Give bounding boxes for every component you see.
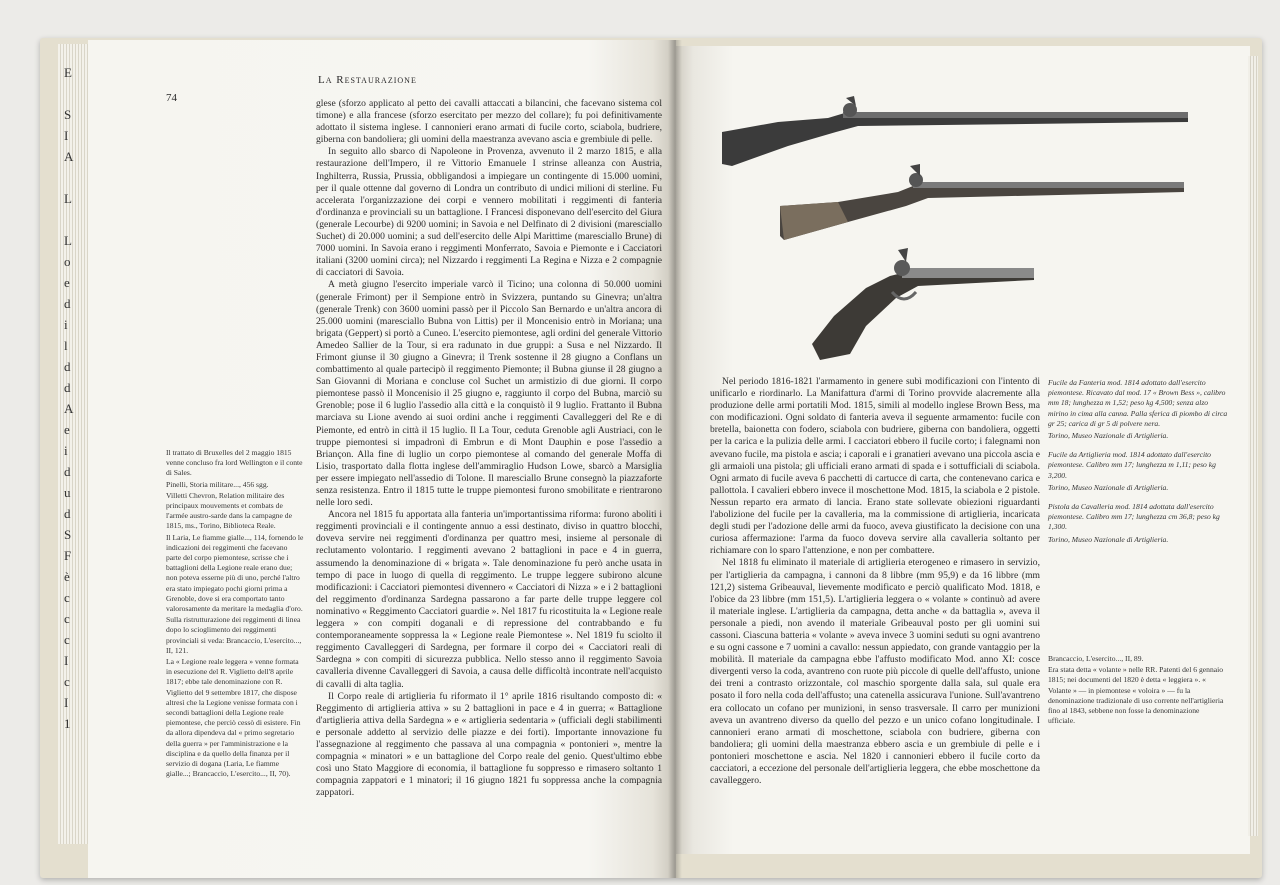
caption: Fucile da Fanteria mod. 1814 adottato dall'esercito piemontese. Ricavato dal mod. 17 « Brown Bess », calibro mm 18; lunghezza m 1,52; peso kg 4,500; senza alzo mirino in cima alla canna. Palla sferica di piombo di circa gr 25; carica di gr 5 di polvere nera. (1048, 378, 1228, 428)
caption: Fucile da Artiglieria mod. 1814 adottato dall'esercito piemontese. Calibro mm 17; lunghezza m 1,11; peso kg 3,200. (1048, 450, 1216, 480)
footnote: Il Laria, Le fiamme gialle..., 114, fornendo le indicazioni dei reggimenti che facevano parte del corpo piemontese, scrisse che i battaglioni della Legione reale erano due; non poteva esserne più di uno, perché l'altro era stato impiegato pochi giorni prima a Grenoble, dove si era comportato tanto valorosamente da meritare la medaglia d'oro. (166, 532, 304, 614)
footnote: Brancaccio, L'esercito..., II, 89. (1048, 654, 1144, 663)
footnote: Pinelli, Storia militare..., 456 sgg. (166, 479, 269, 489)
footnote: Villetti Chevron, Relation militaire des principaux mouvements et combats de l'armée austro-sarde dans la campagne de 1815, ms., Torino, Biblioteca Reale. (166, 490, 292, 531)
right-pages-edge (1248, 56, 1258, 836)
running-head: La Restaurazione (318, 74, 417, 86)
caption-credit: Torino, Museo Nazionale di Artiglieria. (1048, 534, 1169, 544)
right-footnotes (1048, 654, 1226, 744)
right-main-column (710, 376, 1040, 787)
book-gutter (668, 40, 682, 878)
infantry-musket-image (718, 92, 1194, 170)
caption-credit: Torino, Museo Nazionale di Artiglieria. (1048, 431, 1169, 441)
caption: Pistola da Cavalleria mod. 1814 adottata dall'esercito piemontese. Calibro mm 17; lunghezza cm 36,8; peso kg 1,300. (1048, 502, 1220, 532)
weapons-photograph (712, 88, 1194, 368)
footnote: Sulla ristrutturazione dei reggimenti di linea dopo lo scioglimento dei reggimenti provinciali si veda: Brancaccio, L'esercito..., II, 121. (166, 615, 302, 655)
footnote: La « Legione reale leggera » venne formata in esecuzione del R. Viglietto dell'8 aprile 1817; ebbe tale denominazione con R. Viglietto del 9 settembre 1817, che dispose altresì che la Legione venisse formata con i secondi battaglioni della Legione reale piemontese, che perciò cessò di esistere. Fin da allora dipendeva dal « primo segretario della guerra » per l'amministrazione e la disciplina e da quello della finanza per il servizio di dogana (Laria, Le fiamme gialle...; Brancaccio, L'esercito..., II, 70). (166, 657, 301, 779)
artillery-carbine-image (778, 162, 1188, 248)
cavalry-pistol-image (806, 246, 1038, 366)
paragraph: Il Corpo reale di artiglieria fu riformato il 1° aprile 1816 risultando composto di: « Reggimento di artiglieria attiva » su 2 battaglioni in pace e 4 in guerra; « Battaglione d'artiglieria attiva della Sardegna » e « artiglieria sedentaria » (ufficiali degli stabilimenti e personale addetto al servizio delle piazze e dei forti). Importante innovazione fu l'assegnazione al reggimento che passava al una compagnia « pontonieri », mentre la compagnia « minatori » e un battaglione del Corpo reale del genio. Quest'ultimo ebbe così uno Stato Maggiore di economia, il battaglione fu soppresso e rimasero soltanto 1 compagnia zappatori e 1 minatori; il 16 giugno 1821 fu soppressa anche la compagnia zappatori. (316, 690, 662, 799)
left-main-column (316, 98, 662, 858)
previous-page-text: E S I A L L o e d i l d d A e i d u d S F è c c c I c I 1 (64, 65, 74, 731)
footnote: Il trattato di Bruxelles del 2 maggio 1815 venne concluso fra lord Wellington e il conte di Sales. (166, 448, 303, 478)
photo-captions (1048, 378, 1228, 554)
paragraph: Nel 1818 fu eliminato il materiale di artiglieria eterogeneo e rimasero in servizio, per l'artiglieria da campagna, i cannoni da 8 libbre (mm 95,9) e da 16 libbre (mm 121,2) sistema Gribeauval, lievemente modificato e perciò qualificato Mod. 1818, e l'obice da 23 libbre (mm 151,5). L'artiglieria leggera o « volante » continuò ad avere il materiale inglese. L'artiglieria da campagna, detta anche « da battaglia », aveva il personale a piedi, non avendo il materiale Gribeauval posto per gli uomini sui cassoni. Ciascuna batteria « volante » aveva invece 3 uomini seduti su ogni avantreno e su ogni cassone e 7 uomini a cavallo: nessun appiedato, con grande vantaggio per la mobilità. Il materiale da campagna ebbe l'affusto modificato Mod. anno XI: cosce divergenti verso la coda, avantreno con ruote più piccole di quelle dell'affusto, unione dei treni a contrasto orizzontale, col maschio sporgente dalla sala, sul quale era posato il foro nella coda dell'affusto; una catenella assicurava l'unione. Sull'avantreno era collocato un cofano per munizioni, in senso trasversale. Il carro per munizioni aveva un avantreno diverso da quello del pezzo e un unico cofano longitudinale. I cannonieri erano armati di moschettone, sciabola con budriere, giberna con bandoliera; gli uomini della maestranza ebbero ascia e un grembiule di pelle e i pontonieri moschettone e ascia. Nel 1820 i cannonieri ebbero il fucile corto da cacciatori, a eccezione del personale dell'artiglieria leggera, che ebbe moschettone da cavalleggero. (710, 557, 1040, 787)
paragraph: In seguito allo sbarco di Napoleone in Provenza, avvenuto il 2 marzo 1815, e alla restaurazione dell'Impero, il re Vittorio Emanuele I strinse alleanza con Austria, Inghilterra, Russia, Prussia, obbligandosi a impiegare un contingente di 15.000 uomini, per il quale ottenne dal governo di Londra un contributo di undici milioni di sterline. Fu accelerata l'organizzazione dei corpi e vennero mobilitati i reggimenti di fanteria d'ordinanza e provinciali su un battaglione. I Francesi disponevano dell'esercito del Giura (generale Lecourbe) di 9200 uomini; in Savoia e nel Delfinato di 2 divisioni (maresciallo Suchet) di 20.000 uomini; a sud dell'esercito delle Alpi Marittime (maresciallo Brune) di 7000 uomini. In Savoia erano i reggimenti Monferrato, Savoia e Piemonte e i Cacciatori italiani (3200 uomini circa); nel Nizzardo i reggimenti La Regina e Nizza e 2 compagnie di cacciatori di Savoia. (316, 146, 662, 279)
left-footnotes (166, 448, 304, 828)
paragraph: A metà giugno l'esercito imperiale varcò il Ticino; una colonna di 50.000 uomini (generale Frimont) per il Sempione entrò in Svizzera, puntando su Ginevra; un'altra (generale Trenk) con 3600 uomini passò per il Piccolo San Bernardo e un'altra ancora di 25.000 uomini (maresciallo Bubna von Littis) per il Moncenisio entrò in Moriana; una brigata (Geppert) si portò a Cuneo. L'esercito piemontese, agli ordini del generale Vittorio Amedeo Sallier de la Tour, si era radunato in due gruppi: a Susa e nel Nizzardo. Il Frimont giunse il 30 giugno a Ginevra; il Trenk sostenne il 28 giugno a Conflans un combattimento al quale partecipò il reggimento Piemonte; il Bubna giunse il 28 giugno a San Giovanni di Moriana e concluse col Suchet un armistizio di due giorni. Il corpo piemontese passò il Moncenisio il 25 giugno e, raggiunto il corpo del Bubna, marciò su Grenoble; pose il 6 luglio l'assedio alla città e la conquistò il 9 luglio. Frattanto il Bubna marciava su Lione avendo ai suoi ordini anche i reggimenti Cavalleggeri del Re e di Piemonte, ed entrò in città il 15 luglio. Il La Tour, ceduta Grenoble agli Austriaci, con le truppe piemontesi si impadronì di Embrun e di Mont Dauphin e pose l'assedio a Briançon. Alla fine di luglio un corpo piemontese al comando del generale Moffa di Lisio, trasportato dalla flotta inglese dell'ammiraglio Hudson Lowe, sbarcò a Marsiglia per essere impiegato nell'assedio di Tolone. Il maresciallo Brune consegnò la piazzaforte senza resistenza. Entro il 1815 tutte le truppe piemontesi furono smobilitate e rientrarono nelle loro sedi. (316, 279, 662, 509)
paragraph: glese (sforzo applicato al petto dei cavalli attaccati a bilancini, che facevano sistema col timone) e alla francese (sforzo esercitato per mezzo del collare); fu poi definitivamente adottato il sistema inglese. I cannonieri erano armati di fucile corto, sciabola, budriere, giberna con bandoliera; gli uomini della maestranza avevano ascia e grembiule di pelle. (316, 98, 662, 146)
footnote: Era stata detta « volante » nelle RR. Patenti del 6 gennaio 1815; nei documenti del 1820 è detta « leggiera ». « Volante » — in piemontese « voloira » — fu la denominazione tradizionale di uso corrente nell'artiglieria fino al 1843, sebbene non fosse la denominazione ufficiale. (1048, 665, 1224, 726)
page-number: 74 (166, 92, 177, 104)
caption-credit: Torino, Museo Nazionale di Artiglieria. (1048, 482, 1169, 492)
paragraph: Ancora nel 1815 fu apportata alla fanteria un'importantissima riforma: furono aboliti i reggimenti provinciali e il contingente annuo a essi destinato, diviso in quattro blocchi, doveva servire nei reggimenti d'ordinanza per quattro mesi, insieme al personale di reclutamento volontario. I reggimenti avevano 2 battaglioni in pace e 4 in guerra, assumendo la denominazione di « brigata ». Tale denominazione fu però anche usata in tempo di pace in luogo di quella di reggimento. Le truppe leggere subirono alcune modificazioni: i Cacciatori piemontesi divennero « Cacciatori di Nizza » e i 2 battaglioni del reggimento d'ordinanza Sardegna passarono a far parte delle truppe leggere col nominativo « Reggimento Cacciatori guardie ». Nel 1817 fu ricostituita la « Legione reale leggera » con compiti doganali e di repressione del contrabbando e fu contemporaneamente soppressa la « Legione reale Piemontese ». Nel 1819 fu sciolto il reggimento Cavalleggeri di Sardegna, per formare il corpo dei « Cacciatori reali di Sardegna » con compiti di sicurezza pubblica. Nello stesso anno il reggimento Savoia cavalleria divenne Cavalleggeri di Savoia, a causa delle difficoltà incontrate nell'acquisto di cavalli di alta taglia. (316, 509, 662, 690)
paragraph: Nel periodo 1816-1821 l'armamento in genere subì modificazioni con l'intento di unificarlo e riordinarlo. La Manifattura d'armi di Torino provvide alacremente alla produzione delle armi portatili Mod. 1815, simili al modello inglese Brown Bess, ma con modificazioni. Ogni soldato di fanteria aveva il seguente armamento: fucile con bretella, baionetta con fodero, sciabola con budriere, giberna con bandoliera, oggetti per la carica e la pulizia delle armi. I cacciatori ebbero il fucile corto; i falegnami non avevano fucile, ma pistola e ascia; i caporali e i granatieri avevano una piccola ascia e gli armaioli una pistola; gli ufficiali erano armati di spada e i sottufficiali di sciabola. Ogni armato di fucile aveva 6 pacchetti di cartucce di carta, che contenevano carica e pallottola. I cavalieri ebbero invece il moschettone Mod. 1815, la sciabola e 2 pistole. Nessun reparto era armato di lancia. Erano state sollevate obiezioni riguardanti l'abolizione del fucile per la cavalleria, ma la commissione di artiglieria, incaricata degli studi per l'adozione delle armi da fuoco, aveva giustificato la decisione con una curiosa affermazione: l'arma da fuoco doveva servire alla cavalleria soltanto per richiamare con lo sparo l'attenzione, e non per combattere. (710, 376, 1040, 557)
